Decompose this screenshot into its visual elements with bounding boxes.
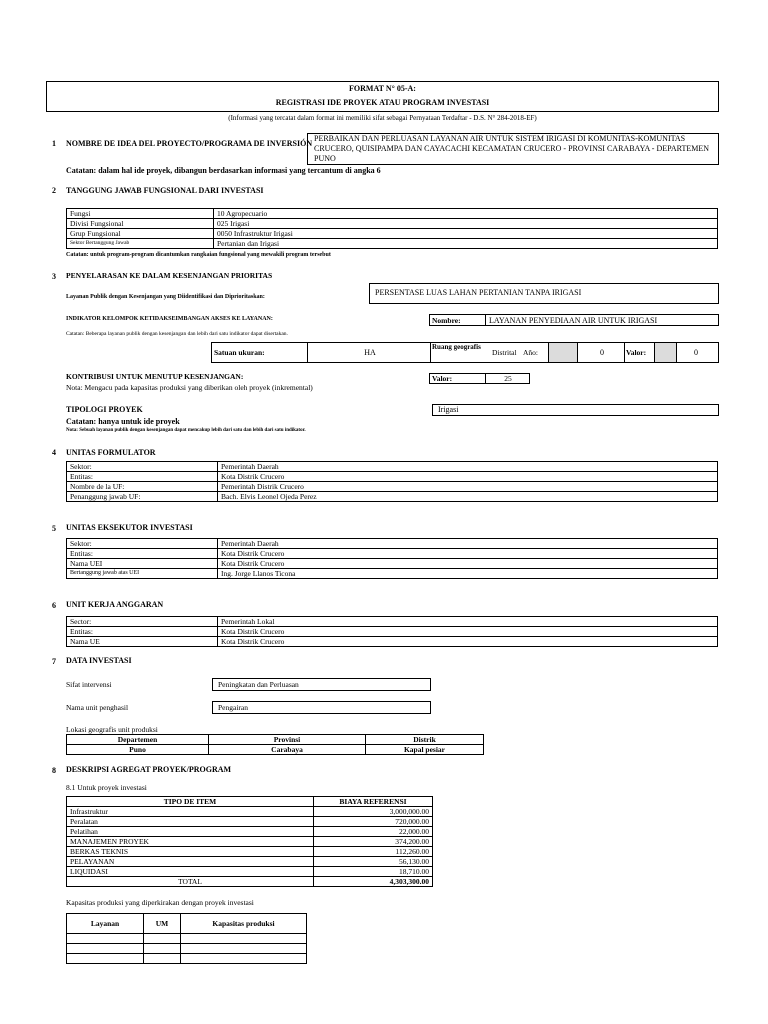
table-header: TIPO DE ITEM: [67, 797, 314, 807]
indicator-label: INDIKATOR KELOMPOK KETIDAKSEIMBANGAN AKSES KE LAYANAN:: [66, 316, 273, 322]
year-shaded-cell: [548, 343, 578, 362]
table-row: [67, 837, 433, 847]
table-cell: Kota Distrik Crucero: [218, 472, 718, 482]
form-title: REGISTRASI IDE PROYEK ATAU PROGRAM INVESTASI: [275, 98, 490, 107]
table-row: [67, 229, 718, 239]
table-cell: Bertanggung jawab atas UEI: [67, 569, 218, 579]
table-cell: Nama UEI: [67, 559, 218, 569]
table-cell: Bach. Elvis Leonel Ojeda Perez: [218, 492, 718, 502]
cell-divider: [624, 343, 625, 362]
table-header: Distrik: [366, 735, 484, 745]
unit-label: Satuan ukuran:: [214, 348, 265, 357]
table-header: Kapasitas produksi: [181, 914, 307, 934]
public-service-label: Layanan Publik dengan Kesenjangan yang Diidentifikasi dan Diprioritaskan:: [66, 294, 265, 300]
indicator-note: Catatan: Beberapa layanan publik dengan kesenjangan dan lebih dari satu indikator dapat disertakan.: [66, 331, 288, 337]
unit-value: HA: [364, 348, 376, 357]
table-cell: 0050 Infrastruktur Irigasi: [214, 229, 718, 239]
table-cell: 22,000.00: [314, 827, 433, 837]
valor-shaded-cell: [654, 343, 677, 362]
table-cell: 025 Irigasi: [214, 219, 718, 229]
table-cell: Ing. Jorge Llanos Ticona: [218, 569, 718, 579]
table-cell: [144, 934, 181, 944]
table-row: [67, 867, 433, 877]
table-row: [67, 914, 307, 934]
budget-unit-table: [66, 616, 718, 647]
section-1-note: Catatan: dalam hal ide proyek, dibangun berdasarkan informasi yang tercantum di angka 6: [66, 166, 381, 175]
section-2-note: Catatan: untuk program-program dicantumkan rangkaian fungsional yang mewakili program tersebut: [66, 252, 331, 258]
table-cell: [67, 934, 144, 944]
table-row: [67, 239, 718, 249]
section-8-number: 8: [52, 766, 56, 775]
valor-value: 0: [694, 348, 698, 357]
typology-label: TIPOLOGI PROYEK: [66, 405, 143, 414]
table-cell: Divisi Fungsional: [67, 219, 214, 229]
typology-box: [432, 404, 719, 416]
table-cell: 18,710.00: [314, 867, 433, 877]
formulator-table: [66, 461, 718, 502]
contribution-valor-value: 25: [504, 374, 512, 383]
table-header: BIAYA REFERENSI: [314, 797, 433, 807]
table-header: Departemen: [67, 735, 209, 745]
indicator-name-label: Nombre:: [432, 316, 461, 325]
table-cell: 720,000.00: [314, 817, 433, 827]
table-row: [67, 627, 718, 637]
table-row: [67, 857, 433, 867]
table-cell: Pelatihan: [67, 827, 314, 837]
table-cell: Kota Distrik Crucero: [218, 627, 718, 637]
table-row: [67, 472, 718, 482]
total-value: 4,303,300.00: [314, 877, 433, 887]
year-label: Año:: [523, 348, 538, 357]
table-cell: [181, 954, 307, 964]
table-cell: Carabaya: [209, 745, 366, 755]
table-cell: Pertanian dan Irigasi: [214, 239, 718, 249]
table-row: [67, 549, 718, 559]
section-4-title: UNITAS FORMULATOR: [66, 448, 156, 457]
table-row: [67, 637, 718, 647]
nature-box: [212, 678, 431, 691]
table-cell: MANAJEMEN PROYEK: [67, 837, 314, 847]
cell-divider: [430, 343, 431, 362]
indicator-name-box: [429, 314, 719, 326]
table-cell: 10 Agropecuario: [214, 209, 718, 219]
year-value: 0: [600, 348, 604, 357]
table-cell: Nama UE: [67, 637, 218, 647]
table-row: [67, 817, 433, 827]
contribution-label: KONTRIBUSI UNTUK MENUTUP KESENJANGAN:: [66, 372, 244, 381]
table-cell: Pemerintah Daerah: [218, 539, 718, 549]
format-number: FORMAT N° 05-A:: [349, 84, 416, 93]
table-row: [67, 934, 307, 944]
table-row: [67, 492, 718, 502]
table-header: UM: [144, 914, 181, 934]
table-row: [67, 219, 718, 229]
table-cell: 112,260.00: [314, 847, 433, 857]
table-row: [67, 745, 484, 755]
table-row: [67, 847, 433, 857]
table-row: [67, 559, 718, 569]
table-cell: [144, 944, 181, 954]
table-cell: Entitas:: [67, 627, 218, 637]
section-3-title: PENYELARASAN KE DALAM KESENJANGAN PRIORITAS: [66, 271, 273, 280]
total-label: TOTAL: [67, 877, 314, 887]
table-row: [67, 735, 484, 745]
contribution-valor-label: Valor:: [432, 374, 453, 383]
nature-value: Peningkatan dan Perluasan: [218, 680, 299, 689]
typology-note: Catatan: hanya untuk ide proyek: [66, 417, 180, 426]
table-cell: Kota Distrik Crucero: [218, 637, 718, 647]
table-cell: Kota Distrik Crucero: [218, 559, 718, 569]
table-cell: 374,200.00: [314, 837, 433, 847]
project-name-box: [307, 133, 719, 165]
table-row: [67, 569, 718, 579]
table-row: [67, 617, 718, 627]
geo-value: Distrital: [492, 348, 517, 357]
project-name-value: PERBAIKAN DAN PERLUASAN LAYANAN AIR UNTUK SISTEM IRIGASI DI KOMUNITAS-KOMUNITAS CRUCERO, QUISIPAMPA DAN CAYACACHI KECAMATAN CRUCERO - PROVINSI CARABAYA - DEPARTEMEN PUNO: [314, 134, 710, 163]
table-cell: [67, 954, 144, 964]
valor-label: Valor:: [626, 348, 647, 357]
table-cell: [144, 954, 181, 964]
table-cell: Entitas:: [67, 472, 218, 482]
table-cell: Pemerintah Distrik Crucero: [218, 482, 718, 492]
table-cell: [67, 944, 144, 954]
section-4-number: 4: [52, 448, 56, 457]
section-6-number: 6: [52, 601, 56, 610]
table-row: [67, 797, 433, 807]
table-cell: Pemerintah Lokal: [218, 617, 718, 627]
table-cell: Sektor:: [67, 539, 218, 549]
table-row: [67, 954, 307, 964]
table-cell: Entitas:: [67, 549, 218, 559]
section-5-title: UNITAS EKSEKUTOR INVESTASI: [66, 523, 193, 532]
public-service-value: PERSENTASE LUAS LAHAN PERTANIAN TANPA IRIGASI: [375, 288, 582, 297]
table-row: [67, 462, 718, 472]
cost-table: [66, 796, 433, 887]
section-6-title: UNIT KERJA ANGGARAN: [66, 600, 164, 609]
table-cell: Kota Distrik Crucero: [218, 549, 718, 559]
table-row: [67, 827, 433, 837]
table-cell: [181, 944, 307, 954]
typology-value: Irigasi: [438, 405, 459, 414]
producing-unit-value: Pengairan: [218, 703, 248, 712]
measure-row: [211, 342, 719, 363]
public-service-box: [369, 283, 719, 304]
table-cell: BERKAS TEKNIS: [67, 847, 314, 857]
table-cell: Grup Fungsional: [67, 229, 214, 239]
section-8-title: DESKRIPSI AGREGAT PROYEK/PROGRAM: [66, 765, 232, 774]
table-cell: 56,130.00: [314, 857, 433, 867]
producing-unit-box: [212, 701, 431, 714]
table-cell: Pemerintah Daerah: [218, 462, 718, 472]
table-header: Provinsi: [209, 735, 366, 745]
table-row: [67, 807, 433, 817]
contribution-note: Nota: Mengacu pada kapasitas produksi yang diberikan oleh proyek (inkremental): [66, 383, 313, 392]
table-row: [67, 209, 718, 219]
section-7-title: DATA INVESTASI: [66, 656, 132, 665]
contribution-valor-box: [429, 373, 530, 384]
section-8-sub: 8.1 Untuk proyek investasi: [66, 783, 147, 792]
table-cell: Kapal pesiar: [366, 745, 484, 755]
table-header: Layanan: [67, 914, 144, 934]
section-1-title: NOMBRE DE IDEA DEL PROYECTO/PROGRAMA DE INVERSIÓN: [66, 139, 313, 148]
table-cell: Peralatan: [67, 817, 314, 827]
nature-label: Sifat intervensi: [66, 680, 112, 689]
table-cell: PELAYANAN: [67, 857, 314, 867]
cell-divider: [676, 343, 677, 362]
table-cell: LIQUIDASI: [67, 867, 314, 877]
indicator-name-value: LAYANAN PENYEDIAAN AIR UNTUK IRIGASI: [489, 316, 658, 325]
table-cell: Sektor Bertanggung Jawab: [67, 239, 214, 249]
section-7-number: 7: [52, 657, 56, 666]
table-cell: [181, 934, 307, 944]
table-cell: 3,000,000.00: [314, 807, 433, 817]
location-label: Lokasi geografis unit produksi: [66, 725, 158, 734]
table-cell: Infrastruktur: [67, 807, 314, 817]
table-row: [67, 877, 433, 887]
table-cell: Nombre de la UF:: [67, 482, 218, 492]
section-3-number: 3: [52, 272, 56, 281]
table-row: [67, 944, 307, 954]
header-box: [46, 81, 719, 112]
table-row: [67, 539, 718, 549]
table-cell: Sector:: [67, 617, 218, 627]
location-table: [66, 734, 484, 755]
table-cell: Penanggung jawab UF:: [67, 492, 218, 502]
table-row: [67, 482, 718, 492]
producing-unit-label: Nama unit penghasil: [66, 703, 129, 712]
capacity-table: [66, 913, 307, 964]
cell-divider: [485, 315, 486, 325]
table-cell: Fungsi: [67, 209, 214, 219]
section-2-title: TANGGUNG JAWAB FUNGSIONAL DARI INVESTASI: [66, 186, 264, 195]
form-subtitle: (Informasi yang tercatat dalam format ini memiliki sifat sebagai Pernyataan Terdaftar - D.S. N° 284-2018-EF): [228, 114, 537, 122]
typology-note-2: Nota: Sebuah layanan publik dengan kesenjangan dapat mencakup lebih dari satu dan lebih dari satu indikator.: [66, 428, 306, 433]
table-cell: Puno: [67, 745, 209, 755]
executor-table: [66, 538, 718, 579]
capacity-label: Kapasitas produksi yang diperkirakan dengan proyek investasi: [66, 898, 254, 907]
functional-table: [66, 208, 718, 249]
section-1-number: 1: [52, 139, 56, 148]
section-5-number: 5: [52, 524, 56, 533]
geo-label: Ruang geografis: [432, 343, 481, 351]
section-2-number: 2: [52, 186, 56, 195]
table-cell: Sektor:: [67, 462, 218, 472]
